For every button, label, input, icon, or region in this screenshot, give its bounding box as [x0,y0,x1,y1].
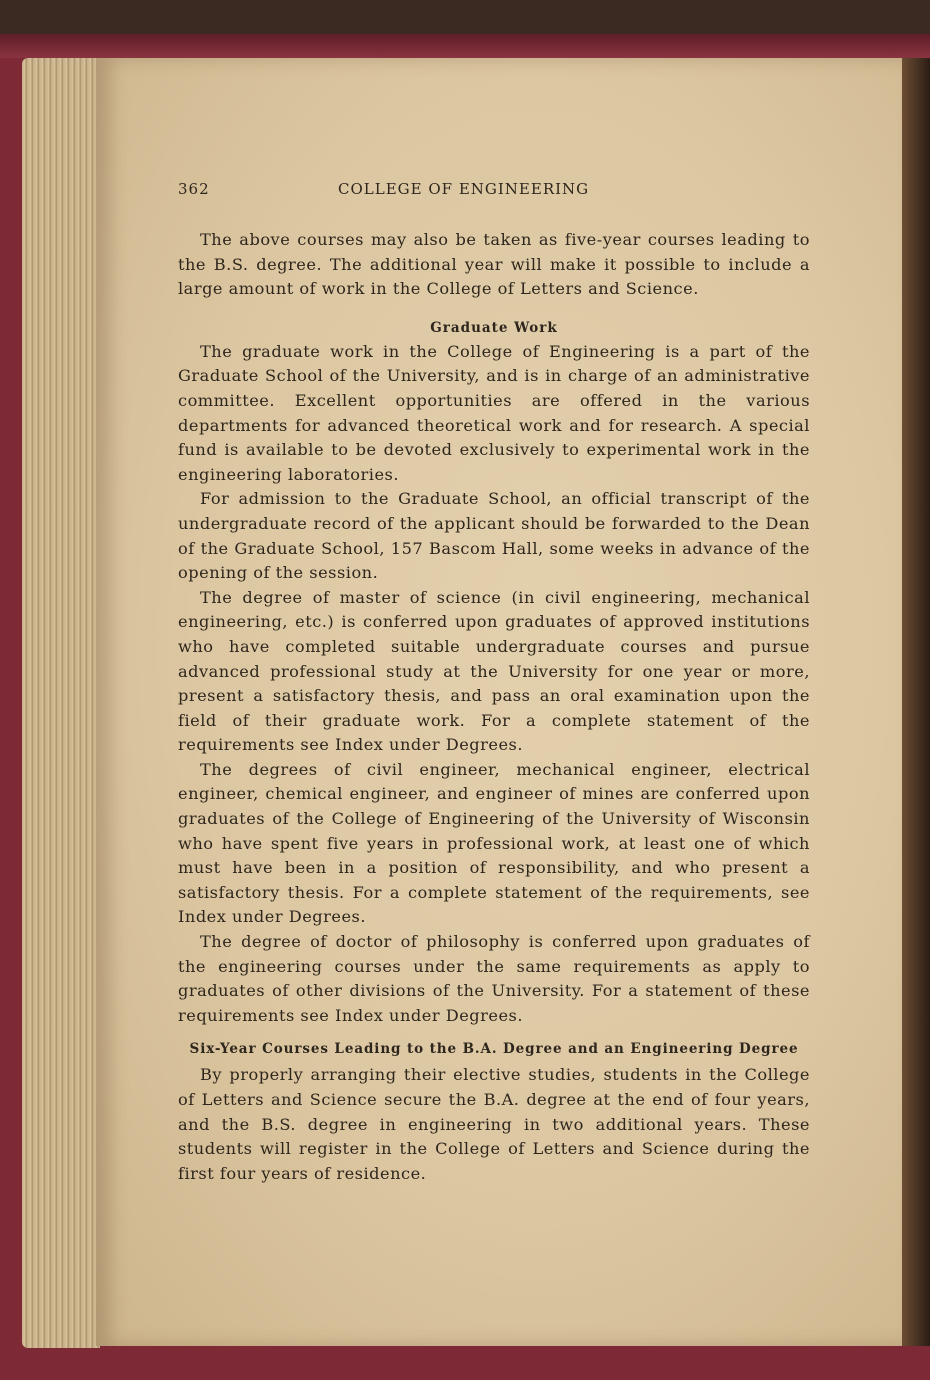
graduate-work-heading: Graduate Work [430,319,558,336]
running-title: COLLEGE OF ENGINEERING [338,180,590,198]
graduate-work-paragraph: The graduate work in the College of Engineering is a part of the Graduate School of the University, and is in charge of an administrative committee. Excellent opportunities are offered in the various departments for advanced theoretical work and for research. A special fund is available to be devoted exclusively to experimental work in the engineering laboratories. [178,341,810,484]
admission-paragraph: For admission to the Graduate School, an official transcript of the undergraduate record of the applicant should be forwarded to the Dean of the Graduate School, 157 Bascom Hall, some weeks in advance of the opening of the session. [178,489,810,583]
book-gutter [902,58,930,1346]
book-cover-top-edge [0,34,930,58]
six-year-courses-paragraph: By properly arranging their elective studies, students in the College of Letters and Science secure the B.A. degree at the end of four years, and the B.S. degree in engineering in two additional years. These students will register in the College of Letters and Science during the first four years of residence. [178,1065,810,1183]
page-content [178,180,810,1186]
running-head [178,180,810,206]
intro-paragraph: The above courses may also be taken as five-year courses leading to the B.S. degree. The additional year will make it possible to include a large amount of work in the College of Letters and Science. [178,230,810,299]
page-number: 362 [178,180,210,198]
six-year-courses-heading: Six-Year Courses Leading to the B.A. Degree and an Engineering Degree [189,1041,799,1058]
master-degree-paragraph: The degree of master of science (in civil engineering, mechanical engineering, etc.) is conferred upon graduates of approved institutions who have completed suitable undergraduate courses and pursue advanced professional study at the University for one year or more, present a satisfactory thesis, and pass an oral examination upon the field of their graduate work. For a complete statement of the requirements see Index under Degrees. [178,587,810,755]
professional-degrees-paragraph: The degrees of civil engineer, mechanical engineer, electrical engineer, chemical engineer, and engineer of mines are conferred upon graduates of the College of Engineering of the University of Wisconsin who have spent five years in professional work, at least one of which must have been in a position of responsibility, and who present a satisfactory thesis. For a complete statement of the requirements, see Index under Degrees. [178,759,810,927]
stacked-page-edges [22,58,100,1348]
doctorate-paragraph: The degree of doctor of philosophy is conferred upon graduates of the engineering courses under the same requirements as apply to graduates of other divisions of the University. For a statement of these requirements see Index under Degrees. [178,932,810,1025]
